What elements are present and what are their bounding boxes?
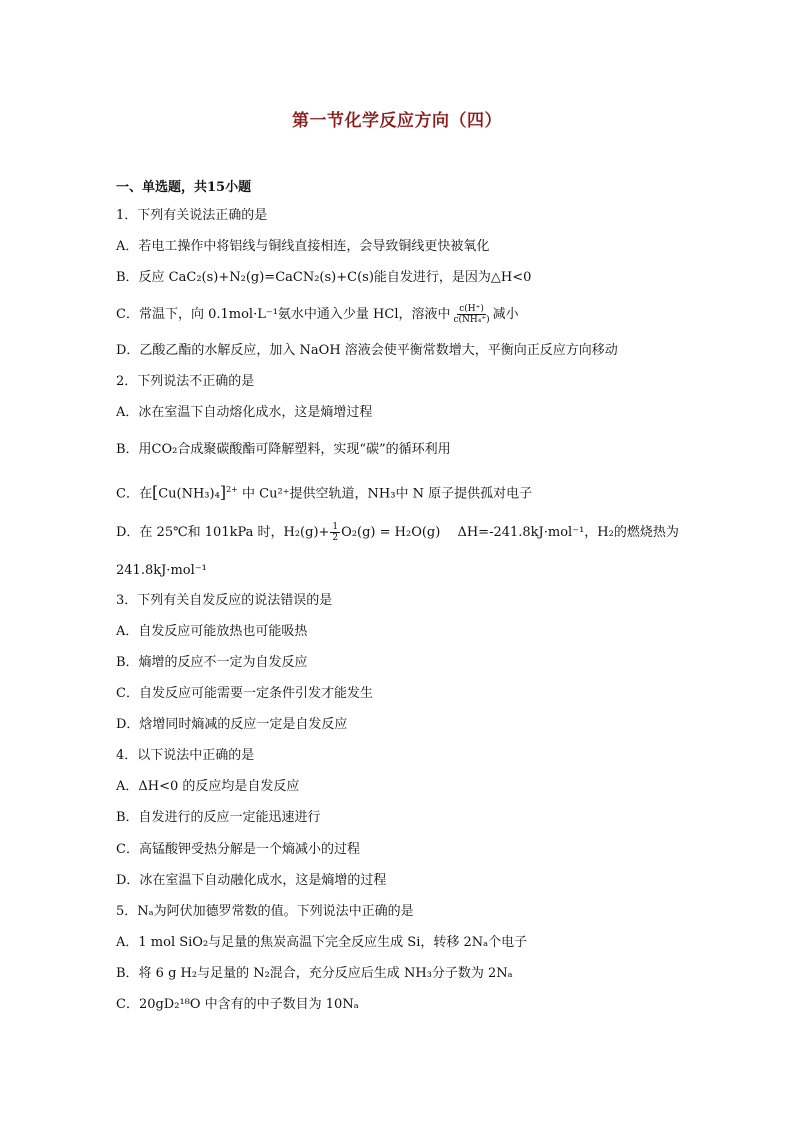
page-title: 第一节化学反应方向（四） (292, 111, 502, 131)
q1-c-suffix: 减小 (492, 307, 519, 322)
q2-c-prefix: C．在 (116, 486, 152, 502)
q2-stem: 2．下列说法不正确的是 (116, 374, 255, 389)
q2-c-complex: Cu(NH₃)₄ (158, 486, 220, 502)
q4-option-c: C．高锰酸钾受热分解是一个熵减小的过程 (116, 842, 360, 857)
q3-option-d: D．焓增同时熵减的反应一定是自发反应 (116, 717, 348, 732)
q5-option-b: B．将 6 g H₂与足量的 N₂混合，充分反应后生成 NH₃分子数为 2Nₐ (116, 966, 513, 981)
bracket-left: [ (151, 482, 159, 502)
q2-c-suffix: 中 Cu²⁺提供空轨道，NH₃中 N 原子提供孤对电子 (237, 486, 533, 502)
q1-stem: 1．下列有关说法正确的是 (116, 208, 268, 223)
q3-option-b: B．熵增的反应不一定为自发反应 (116, 655, 308, 670)
q5-option-a: A．1 mol SiO₂与足量的焦炭高温下完全反应生成 Si，转移 2Nₐ个电子 (116, 935, 528, 950)
q1-c-prefix: C．常温下，向 0.1mol·L⁻¹氨水中通入少量 HCl，溶液中 (116, 307, 451, 322)
q4-option-a: A．ΔH<0 的反应均是自发反应 (116, 779, 300, 794)
q1-c-fraction (451, 304, 491, 325)
bracket-right: ] (219, 482, 227, 502)
q2-option-b: B．用CO₂合成聚碳酸酯可降解塑料，实现“碳”的循环利用 (116, 442, 451, 457)
q2-c-charge: 2+ (226, 485, 238, 494)
q4-stem: 4．以下说法中正确的是 (116, 748, 255, 763)
q1-option-a: A．若电工操作中将铝线与铜线直接相连，会导致铜线更快被氧化 (116, 239, 490, 254)
q2-d-fraction (330, 522, 340, 543)
q2-option-d-continued: 241.8kJ·mol⁻¹ (116, 563, 207, 578)
q2-d-numerator: 1 (332, 522, 339, 532)
q3-stem: 3．下列有关自发反应的说法错误的是 (116, 593, 333, 608)
q1-option-c (116, 304, 519, 325)
q4-option-b: B．自发进行的反应一定能迅速进行 (116, 810, 321, 825)
q3-option-a: A．自发反应可能放热也可能吸热 (116, 624, 308, 639)
section-heading: 一、单选题，共15小题 (116, 180, 252, 195)
q1-c-denominator: c(NH₄⁺) (453, 315, 490, 325)
q2-d-suffix: O₂(g) = H₂O(g) ΔH=-241.8kJ·mol⁻¹，H₂的燃烧热为 (341, 525, 679, 540)
q2-d-prefix: D．在 25℃和 101kPa 时，H₂(g)+ (116, 525, 330, 540)
q3-option-c: C．自发反应可能需要一定条件引发才能发生 (116, 686, 373, 701)
q5-option-c: C．20gD₂¹⁸O 中含有的中子数目为 10Nₐ (116, 997, 359, 1012)
q2-option-d (116, 522, 679, 543)
q2-option-c (116, 481, 532, 503)
q5-stem: 5．Nₐ为阿伏加德罗常数的值。下列说法中正确的是 (116, 904, 414, 919)
q1-c-numerator: c(H⁺) (459, 304, 484, 314)
q2-option-a: A．冰在室温下自动熔化成水，这是熵增过程 (116, 405, 373, 420)
q1-option-d: D．乙酸乙酯的水解反应，加入 NaOH 溶液会使平衡常数增大，平衡向正反应方向移动 (116, 343, 618, 358)
q4-option-d: D．冰在室温下自动融化成水，这是熵增的过程 (116, 873, 387, 888)
q2-d-denominator: 2 (332, 533, 339, 543)
q1-option-b: B．反应 CaC₂(s)+N₂(g)=CaCN₂(s)+C(s)能自发进行，是因为△H<0 (116, 270, 532, 285)
